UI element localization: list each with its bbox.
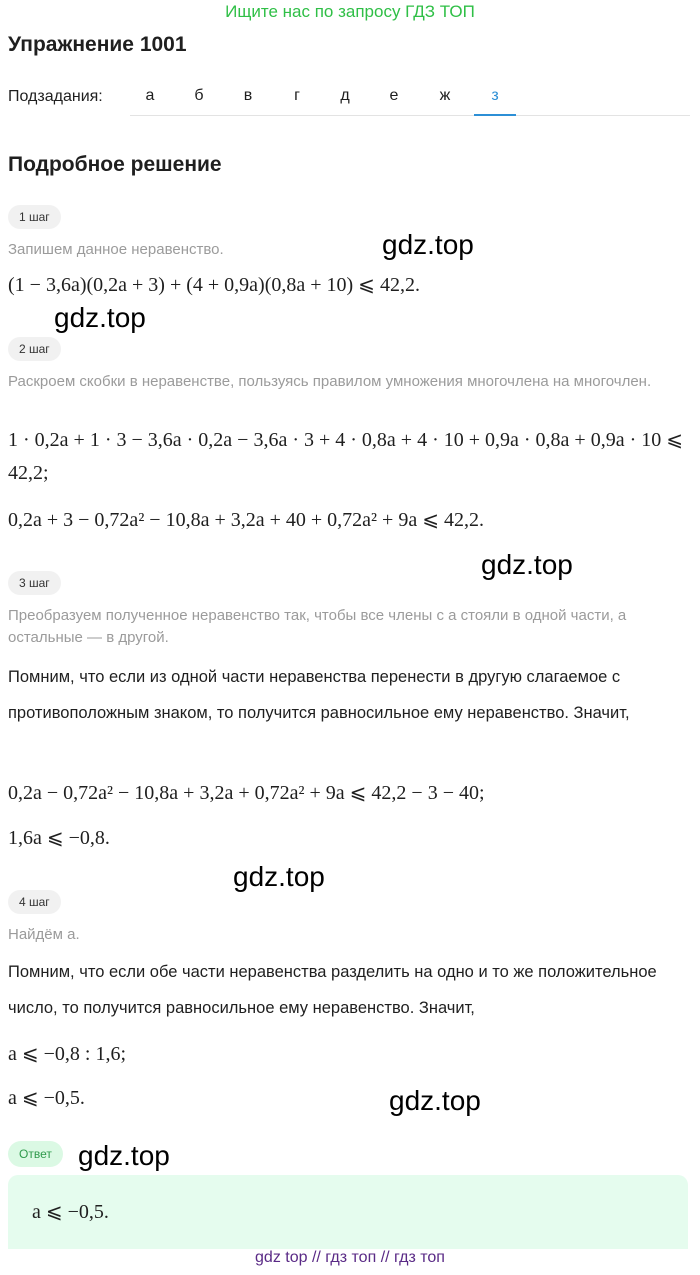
footer-links: gdz top // гдз топ // гдз топ (255, 1249, 445, 1266)
page-title: Упражнение 1001 (8, 33, 187, 56)
subtasks-nav (8, 78, 692, 118)
tab-e[interactable]: е (389, 87, 399, 104)
step-1-formula: (1 − 3,6a)(0,2a + 3) + (4 + 0,9a)(0,8a + 10) ⩽ 42,2. (8, 274, 420, 296)
step-3-badge: 3 шаг (8, 571, 61, 595)
watermark: gdz.top (382, 229, 474, 260)
step-4-formula-2: a ⩽ −0,5. (8, 1087, 85, 1109)
search-banner: Ищите нас по запросу ГДЗ ТОП (225, 2, 475, 21)
step-2-badge: 2 шаг (8, 337, 61, 361)
subtasks-label: Подзадания: (8, 88, 103, 105)
tab-zh[interactable]: ж (439, 87, 451, 104)
step-1-badge: 1 шаг (8, 205, 61, 229)
step-1-hint: Запишем данное неравенство. (8, 241, 224, 258)
answer-formula: a ⩽ −0,5. (32, 1201, 109, 1223)
watermark: gdz.top (389, 1085, 481, 1116)
tab-v[interactable]: в (243, 87, 253, 104)
watermark: gdz.top (54, 302, 146, 333)
tab-g[interactable]: г (294, 87, 300, 104)
step-2-formula-2: 0,2a + 3 − 0,72a² − 10,8a + 3,2a + 40 + 0,72a² + 9a ⩽ 42,2. (8, 509, 484, 531)
answer-badge: Ответ (8, 1141, 63, 1167)
tab-z-active[interactable]: з (474, 78, 516, 116)
step-3-hint: Преобразуем полученное неравенство так, чтобы все члены с a стояли в одной части, а остальные — в другой. (8, 607, 627, 646)
step-3-formula-2: 1,6a ⩽ −0,8. (8, 827, 110, 849)
tab-b[interactable]: б (194, 87, 204, 104)
solution-heading: Подробное решение (8, 153, 222, 176)
watermark: gdz.top (233, 861, 325, 892)
step-4-formula-1: a ⩽ −0,8 : 1,6; (8, 1043, 127, 1065)
step-2-formula-1: 1 · 0,2a + 1 · 3 − 3,6a · 0,2a − 3,6a · 3 + 4 · 0,8a + 4 · 10 + 0,9a · 0,8a + 0,9a · 10 ⩽ 42,2; (8, 429, 684, 484)
tab-a[interactable]: а (145, 87, 155, 104)
step-3-formula-1: 0,2a − 0,72a² − 10,8a + 3,2a + 0,72a² + 9a ⩽ 42,2 − 3 − 40; (8, 782, 485, 804)
tab-d[interactable]: д (340, 87, 350, 104)
step-4-hint: Найдём a. (8, 926, 80, 943)
step-4-badge: 4 шаг (8, 890, 61, 914)
step-4-text: Помним, что если обе части неравенства разделить на одно и то же положительное число, то получится равносильное ему неравенство. Значит, (8, 963, 657, 1017)
watermark: gdz.top (78, 1140, 170, 1171)
answer-box (8, 1175, 688, 1249)
step-3-text: Помним, что если из одной части неравенства перенести в другую слагаемое с противоположным знаком, то получится равносильное ему неравенство. Значит, (8, 668, 630, 722)
watermark: gdz.top (481, 549, 573, 580)
step-2-hint: Раскроем скобки в неравенстве, пользуясь правилом умножения многочлена на многочлен. (8, 373, 652, 390)
